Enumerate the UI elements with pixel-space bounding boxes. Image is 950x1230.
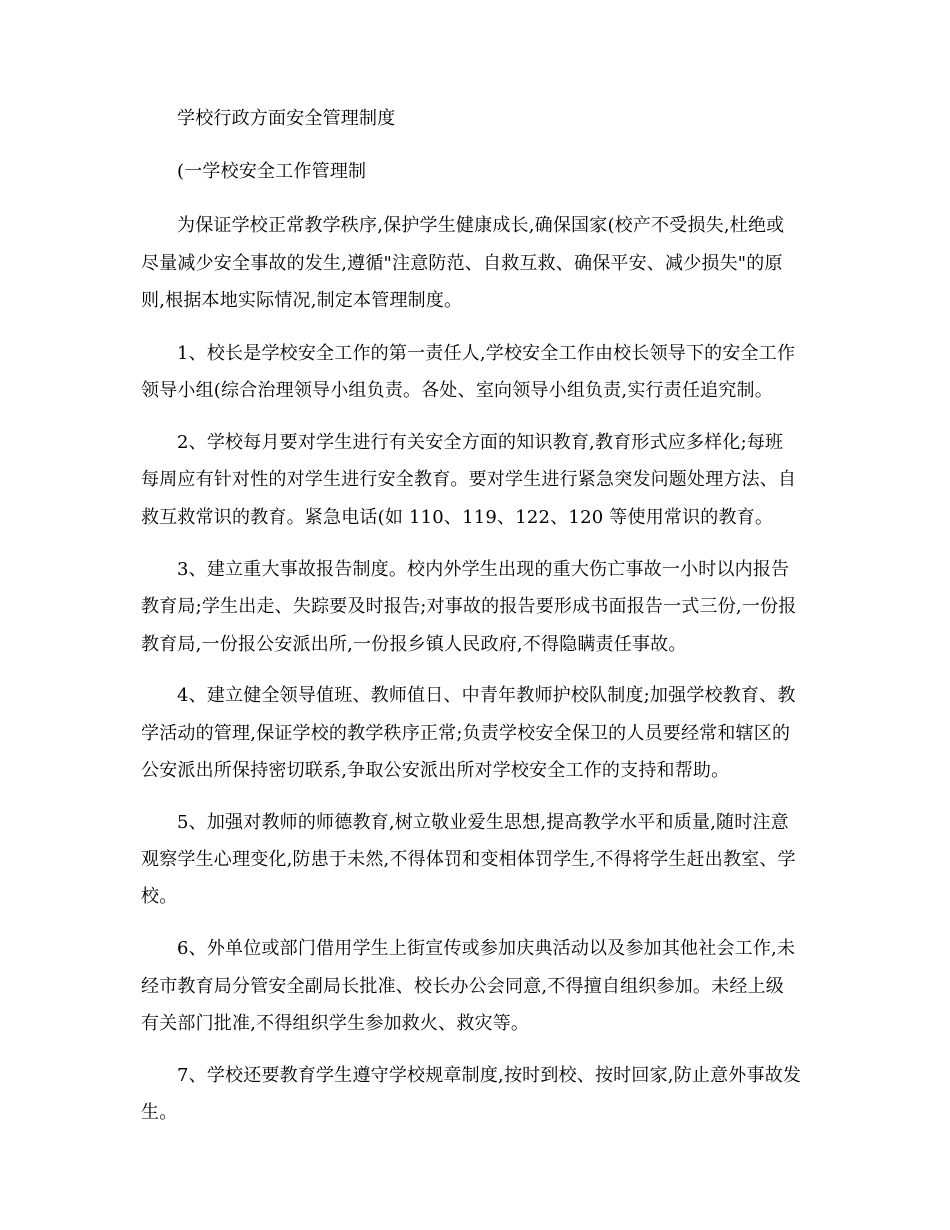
paragraph-line: 则,根据本地实际情况,制定本管理制度。 [141,290,463,311]
paragraph-line: 公安派出所保持密切联系,争取公安派出所对学校安全工作的支持和帮助。 [141,760,730,781]
document-heading: 学校行政方面安全管理制度 [177,108,396,129]
paragraph-line: 7、学校还要教育学生遵守学校规章制度,按时到校、按时回家,防止意外事故发 [177,1065,802,1086]
paragraph-line: 救互救常识的教育。紧急电话(如 110、119、122、120 等使用常识的教育。 [141,507,774,528]
paragraph-line: 有关部门批准,不得组织学生参加救火、救灾等。 [141,1013,530,1034]
paragraph-line: 尽量减少安全事故的发生,遵循"注意防范、自救互救、确保平安、减少损失"的原 [141,253,783,274]
paragraph-line: 3、建立重大事故报告制度。校内外学生出现的重大伤亡事故一小时以内报告 [177,559,790,580]
paragraph-line: 每周应有针对性的对学生进行安全教育。要对学生进行紧急突发问题处理方法、自 [141,469,797,490]
paragraph-line: 5、加强对教师的师德教育,树立敬业爱生思想,提高教学水平和质量,随时注意 [177,812,789,833]
paragraph-line: 为保证学校正常教学秩序,保护学生健康成长,确保国家(校产不受损失,杜绝或 [177,215,785,236]
paragraph-line: 领导小组(综合治理领导小组负责。各处、室向领导小组负责,实行责任追究制。 [141,380,773,401]
paragraph-line: 校。 [141,886,178,907]
document-subheading: (一学校安全工作管理制 [177,161,367,182]
paragraph-line: 观察学生心理变化,防患于未然,不得体罚和变相体罚学生,不得将学生赶出教室、学 [141,849,796,870]
paragraph-line: 学活动的管理,保证学校的教学秩序正常;负责学校安全保卫的人员要经常和辖区的 [141,723,791,744]
paragraph-line: 1、校长是学校安全工作的第一责任人,学校安全工作由校长领导下的安全工作 [177,343,796,364]
paragraph-line: 2、学校每月要对学生进行有关安全方面的知识教育,教育形式应多样化;每班 [177,432,784,453]
paragraph-line: 4、建立健全领导值班、教师值日、中青年教师护校队制度;加强学校教育、教 [177,685,796,706]
paragraph-line: 教育局;学生出走、失踪要及时报告;对事故的报告要形成书面报告一式三份,一份报 [141,596,797,617]
paragraph-line: 经市教育局分管安全副局长批准、校长办公会同意,不得擅自组织参加。未经上级 [141,976,784,997]
paragraph-line: 生。 [141,1102,178,1123]
paragraph-line: 教育局,一份报公安派出所,一份报乡镇人民政府,不得隐瞒责任事故。 [141,634,687,655]
paragraph-line: 6、外单位或部门借用学生上街宣传或参加庆典活动以及参加其他社会工作,未 [177,938,796,959]
